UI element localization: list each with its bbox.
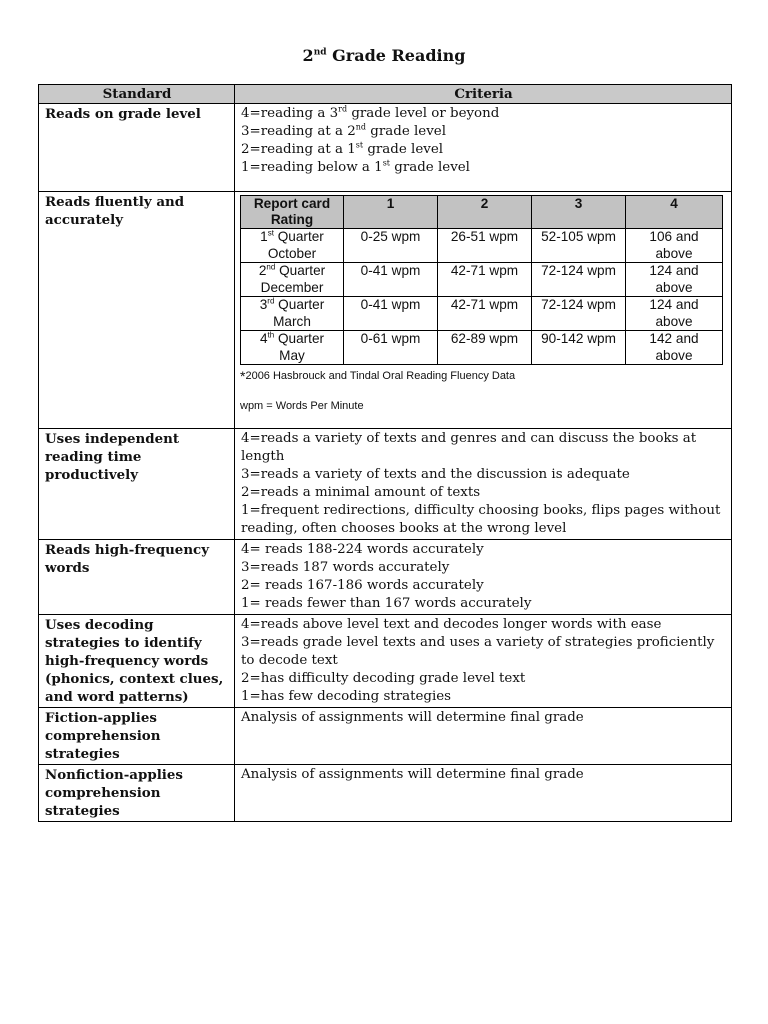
quarter-cell: 1st Quarter October [241, 229, 344, 263]
standard-cell: Uses independent reading time productively [39, 429, 235, 540]
table-row [39, 765, 732, 822]
criteria-line: 1=has few decoding strategies [241, 689, 452, 704]
criteria-line: 4=reads above level text and decodes longer words with ease [241, 617, 662, 632]
criteria-line: Analysis of assignments will determine final grade [241, 710, 584, 725]
criteria-line: 1=frequent redirections, difficulty choosing books, flips pages without reading, often chooses books at the wrong level [241, 503, 721, 536]
criteria-line: 3=reads a variety of texts and the discussion is adequate [241, 467, 630, 482]
wpm-cell: 0-25 wpm [344, 229, 438, 263]
criteria-line: 2=reads a minimal amount of texts [241, 485, 481, 500]
quarter-cell: 3rd Quarter March [241, 297, 344, 331]
wpm-cell: 0-41 wpm [344, 263, 438, 297]
fluency-row [241, 331, 723, 365]
page-title: 2nd Grade Reading [302, 46, 466, 65]
fluency-row [241, 229, 723, 263]
criteria-line: 4=reading a 3rd grade level or beyond [241, 104, 500, 121]
wpm-cell: 0-61 wpm [344, 331, 438, 365]
quarter-cell: 4th Quarter May [241, 331, 344, 365]
wpm-cell: 124 and above [626, 297, 723, 331]
fluency-source-note: *2006 Hasbrouck and Tindal Oral Reading Fluency Data [240, 368, 516, 384]
criteria-cell [235, 615, 732, 708]
wpm-cell: 72-124 wpm [532, 263, 626, 297]
criteria-line: 3=reading at a 2nd grade level [241, 122, 446, 139]
fluency-header: 4 [626, 196, 723, 229]
wpm-note: wpm = Words Per Minute [240, 400, 364, 412]
fluency-header: Report card Rating [241, 196, 344, 229]
criteria-cell [235, 192, 732, 429]
fluency-table [240, 195, 723, 365]
table-row [39, 192, 732, 429]
table-row [39, 615, 732, 708]
wpm-cell: 106 and above [626, 229, 723, 263]
wpm-cell: 26-51 wpm [438, 229, 532, 263]
fluency-row [241, 263, 723, 297]
standard-cell: Fiction-applies comprehension strategies [39, 708, 235, 765]
criteria-cell [235, 104, 732, 192]
fluency-header: 1 [344, 196, 438, 229]
criteria-cell [235, 429, 732, 540]
table-row [39, 708, 732, 765]
fluency-row [241, 297, 723, 331]
wpm-cell: 52-105 wpm [532, 229, 626, 263]
criteria-cell [235, 708, 732, 765]
wpm-cell: 90-142 wpm [532, 331, 626, 365]
criteria-line: 3=reads 187 words accurately [241, 560, 450, 575]
wpm-cell: 42-71 wpm [438, 263, 532, 297]
standard-cell: Nonfiction-applies comprehension strategies [39, 765, 235, 822]
criteria-line: 2= reads 167-186 words accurately [241, 578, 484, 593]
criteria-line: 4=reads a variety of texts and genres and can discuss the books at length [241, 431, 697, 464]
wpm-cell: 124 and above [626, 263, 723, 297]
wpm-cell: 42-71 wpm [438, 297, 532, 331]
header-row [39, 85, 732, 104]
criteria-line: 2=reading at a 1st grade level [241, 140, 444, 157]
wpm-cell: 0-41 wpm [344, 297, 438, 331]
wpm-cell: 62-89 wpm [438, 331, 532, 365]
table-row [39, 540, 732, 615]
fluency-header-row [241, 196, 723, 229]
quarter-cell: 2nd Quarter December [241, 263, 344, 297]
table-row [39, 429, 732, 540]
criteria-line: 4= reads 188-224 words accurately [241, 542, 484, 557]
standard-cell: Uses decoding strategies to identify high-frequency words (phonics, context clues, and word patterns) [39, 615, 235, 708]
criteria-line: 1= reads fewer than 167 words accurately [241, 596, 532, 611]
standard-cell: Reads high-frequency words [39, 540, 235, 615]
fluency-header: 2 [438, 196, 532, 229]
wpm-cell: 142 and above [626, 331, 723, 365]
criteria-line: Analysis of assignments will determine final grade [241, 767, 584, 782]
criteria-cell [235, 540, 732, 615]
grading-table [38, 84, 732, 822]
table-row [39, 104, 732, 192]
criteria-line: 1=reading below a 1st grade level [241, 158, 470, 175]
wpm-cell: 72-124 wpm [532, 297, 626, 331]
header-criteria: Criteria [235, 85, 732, 104]
standard-cell: Reads fluently and accurately [39, 192, 235, 429]
criteria-line: 2=has difficulty decoding grade level text [241, 671, 526, 686]
fluency-header: 3 [532, 196, 626, 229]
criteria-line: 3=reads grade level texts and uses a variety of strategies proficiently to decode text [241, 635, 715, 668]
criteria-cell [235, 765, 732, 822]
header-standard: Standard [39, 85, 235, 104]
standard-cell: Reads on grade level [39, 104, 235, 192]
